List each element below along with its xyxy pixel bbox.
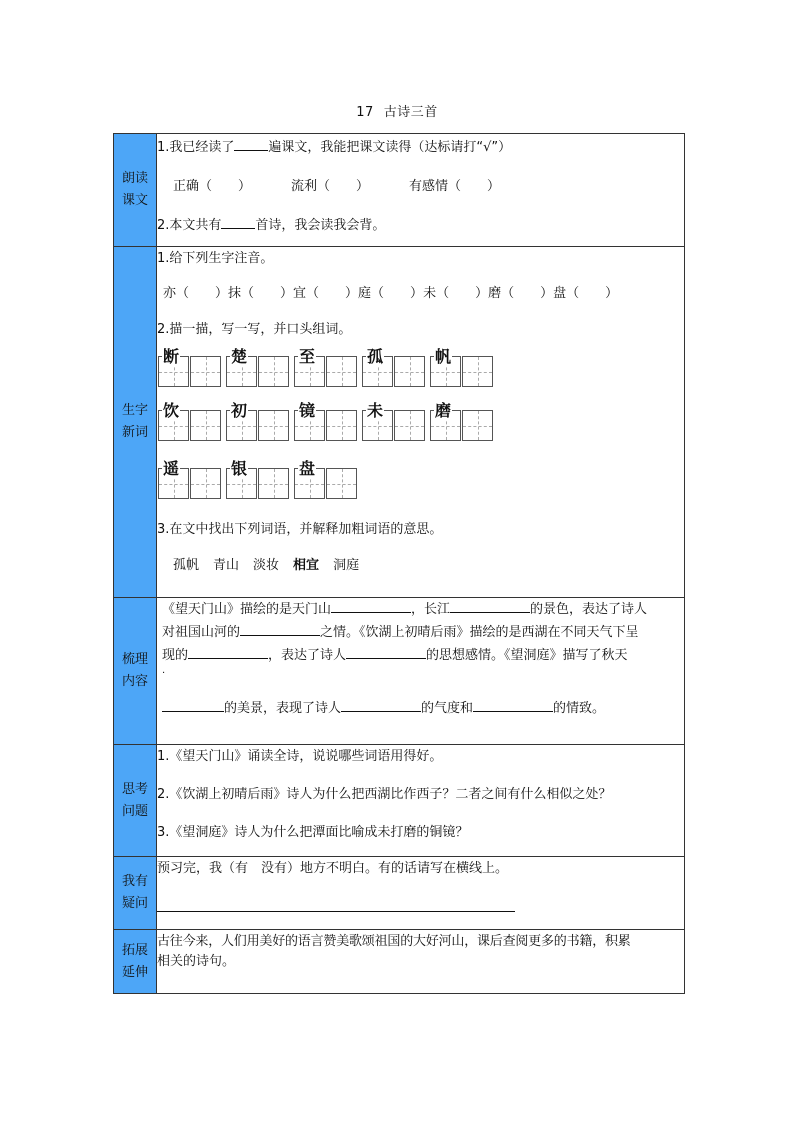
think-question-3: 3.《望洞庭》诗人为什么把潭面比喻成未打磨的铜镜？ bbox=[157, 825, 469, 840]
tracing-cell[interactable] bbox=[158, 347, 222, 388]
row-summary bbox=[114, 598, 685, 745]
read-question-2 bbox=[157, 214, 684, 236]
label-text: 拓展 bbox=[121, 942, 148, 958]
words-question-3: 3.在文中找出下列词语，并解释加粗词语的意思。 bbox=[157, 522, 443, 537]
lesson-number: 17 bbox=[356, 105, 374, 120]
pinyin-item[interactable]: 磨（ ） bbox=[488, 286, 554, 301]
summary-text: 的美景，表现了诗人 bbox=[224, 701, 342, 716]
tracing-cell[interactable] bbox=[158, 459, 222, 500]
summary-blank[interactable] bbox=[341, 697, 421, 712]
label-summary bbox=[114, 598, 157, 745]
label-text: 课文 bbox=[121, 193, 148, 208]
times-blank[interactable] bbox=[234, 136, 268, 151]
tracing-character: 未 bbox=[367, 401, 384, 420]
read-options bbox=[157, 177, 684, 197]
questions-prompt: 预习完，我（有 没有）地方不明白。有的话请写在横线上。 bbox=[157, 861, 509, 876]
tracing-character: 楚 bbox=[231, 347, 248, 366]
tracing-cell[interactable] bbox=[226, 459, 290, 500]
pinyin-item[interactable]: 宜（ ） bbox=[293, 286, 359, 301]
label-text: 延伸 bbox=[121, 964, 148, 980]
q2-prefix: 2.本文共有 bbox=[157, 218, 222, 233]
tracing-character: 至 bbox=[299, 347, 316, 366]
tracing-cell[interactable] bbox=[158, 401, 222, 442]
content-questions bbox=[157, 857, 685, 930]
summary-text: 的景色，表达了诗人 bbox=[530, 602, 648, 617]
tracing-cell[interactable] bbox=[362, 347, 426, 388]
think-question-1: 1.《望天门山》诵读全诗，说说哪些词语用得好。 bbox=[157, 749, 443, 764]
label-text: 疑问 bbox=[121, 896, 148, 911]
tracing-character: 盘 bbox=[299, 459, 316, 478]
tracing-character: 银 bbox=[231, 459, 248, 478]
pinyin-item[interactable]: 盘（ ） bbox=[553, 286, 619, 301]
term-list bbox=[157, 556, 684, 576]
summary-line-1 bbox=[162, 598, 684, 621]
label-think bbox=[114, 745, 157, 857]
answer-line[interactable] bbox=[157, 895, 515, 912]
term-item: 淡妆 bbox=[253, 558, 280, 573]
tracing-cell[interactable] bbox=[294, 347, 358, 388]
label-text: 朗读 bbox=[121, 171, 148, 186]
summary-line-5 bbox=[162, 697, 684, 720]
row-new-words bbox=[114, 247, 685, 598]
label-read-aloud bbox=[114, 134, 157, 247]
label-text: 梳理 bbox=[121, 652, 148, 667]
tracing-cell[interactable] bbox=[226, 401, 290, 442]
term-item: 洞庭 bbox=[333, 558, 360, 573]
summary-blank[interactable] bbox=[188, 644, 268, 659]
words-question-1: 1.给下列生字注音。 bbox=[157, 251, 274, 266]
label-extend bbox=[114, 930, 157, 994]
grid-row bbox=[158, 401, 684, 442]
summary-text: ，表达了诗人 bbox=[268, 648, 347, 663]
pinyin-item[interactable]: 亦（ ） bbox=[163, 286, 229, 301]
row-think bbox=[114, 745, 685, 857]
label-text: 我有 bbox=[121, 874, 148, 889]
pinyin-item[interactable]: 庭（ ） bbox=[358, 286, 424, 301]
summary-blank[interactable] bbox=[240, 621, 320, 636]
label-text: 内容 bbox=[121, 674, 148, 689]
label-text: 新词 bbox=[121, 425, 148, 440]
term-item: 孤帆 bbox=[173, 558, 200, 573]
summary-dot: · bbox=[162, 668, 166, 679]
tracing-cell[interactable] bbox=[294, 401, 358, 442]
tracing-cell[interactable] bbox=[294, 459, 358, 500]
label-questions bbox=[114, 857, 157, 930]
option-fluent[interactable]: 流利（ ） bbox=[291, 179, 370, 194]
read-question-1 bbox=[157, 136, 684, 158]
tracing-character: 帆 bbox=[435, 347, 452, 366]
tracing-character: 孤 bbox=[367, 347, 384, 366]
extend-text-line-1: 古往今来，人们用美好的语言赞美歌颂祖国的大好河山，课后查阅更多的书籍，积累 bbox=[157, 934, 631, 949]
option-correct[interactable]: 正确（ ） bbox=[173, 179, 252, 194]
summary-text: 的气度和 bbox=[421, 701, 474, 716]
summary-text: 的情致。 bbox=[553, 701, 606, 716]
option-expressive[interactable]: 有感情（ ） bbox=[409, 179, 501, 194]
summary-blank[interactable] bbox=[331, 598, 411, 613]
tracing-cell[interactable] bbox=[226, 347, 290, 388]
summary-blank[interactable] bbox=[473, 697, 553, 712]
label-new-words bbox=[114, 247, 157, 598]
summary-text: 之情。《饮湖上初晴后雨》描绘的是西湖在不同天气下呈 bbox=[320, 625, 639, 640]
content-think bbox=[157, 745, 685, 857]
summary-text: 《望天门山》描绘的是天门山 bbox=[162, 602, 332, 617]
term-item: 青山 bbox=[213, 558, 240, 573]
content-extend bbox=[157, 930, 685, 994]
tracing-cell[interactable] bbox=[430, 347, 494, 388]
row-read-aloud bbox=[114, 134, 685, 247]
summary-line-2 bbox=[162, 621, 684, 644]
tracing-character: 遥 bbox=[163, 459, 180, 478]
row-extend bbox=[114, 930, 685, 994]
summary-line-3 bbox=[162, 644, 684, 667]
tracing-character: 镜 bbox=[299, 401, 316, 420]
tracing-cell[interactable] bbox=[430, 401, 494, 442]
summary-blank[interactable] bbox=[346, 644, 426, 659]
poem-count-blank[interactable] bbox=[221, 214, 255, 229]
content-summary bbox=[157, 598, 685, 745]
words-question-2: 2.描一描，写一写，并口头组词。 bbox=[157, 322, 352, 337]
summary-text: 对祖国山河的 bbox=[162, 625, 241, 640]
label-text: 生字 bbox=[121, 403, 148, 418]
grid-row bbox=[158, 347, 684, 388]
content-read-aloud bbox=[157, 134, 685, 247]
content-new-words bbox=[157, 247, 685, 598]
character-grid bbox=[157, 347, 684, 500]
q2-suffix: 首诗，我会读我会背。 bbox=[255, 218, 386, 233]
pinyin-list bbox=[157, 284, 684, 304]
summary-blank[interactable] bbox=[162, 697, 224, 712]
pinyin-item[interactable]: 未（ ） bbox=[423, 286, 489, 301]
pinyin-item[interactable]: 抹（ ） bbox=[228, 286, 294, 301]
think-question-2: 2.《饮湖上初晴后雨》诗人为什么把西湖比作西子？二者之间有什么相似之处？ bbox=[157, 787, 612, 802]
tracing-character: 磨 bbox=[435, 401, 452, 420]
tracing-character: 断 bbox=[163, 347, 180, 366]
preview-worksheet-table bbox=[113, 133, 685, 994]
tracing-character: 初 bbox=[231, 401, 248, 420]
tracing-character: 饮 bbox=[163, 401, 180, 420]
row-questions bbox=[114, 857, 685, 930]
extend-text-line-2: 相关的诗句。 bbox=[157, 954, 236, 969]
grid-row bbox=[158, 459, 684, 500]
summary-text: 的思想感情。《望洞庭》描写了秋天 bbox=[426, 648, 628, 663]
page-title bbox=[0, 101, 794, 120]
lesson-title: 古诗三首 bbox=[383, 105, 438, 120]
tracing-cell[interactable] bbox=[362, 401, 426, 442]
term-item-bold: 相宜 bbox=[293, 558, 320, 573]
q1-suffix: 遍课文，我能把课文读得（达标请打“√”） bbox=[268, 140, 512, 155]
summary-text: ，长江 bbox=[411, 602, 451, 617]
label-text: 思考 bbox=[121, 781, 148, 797]
q1-prefix: 1.我已经读了 bbox=[157, 140, 235, 155]
summary-blank[interactable] bbox=[450, 598, 530, 613]
label-text: 问题 bbox=[121, 803, 148, 819]
summary-text: 现的 bbox=[162, 648, 189, 663]
